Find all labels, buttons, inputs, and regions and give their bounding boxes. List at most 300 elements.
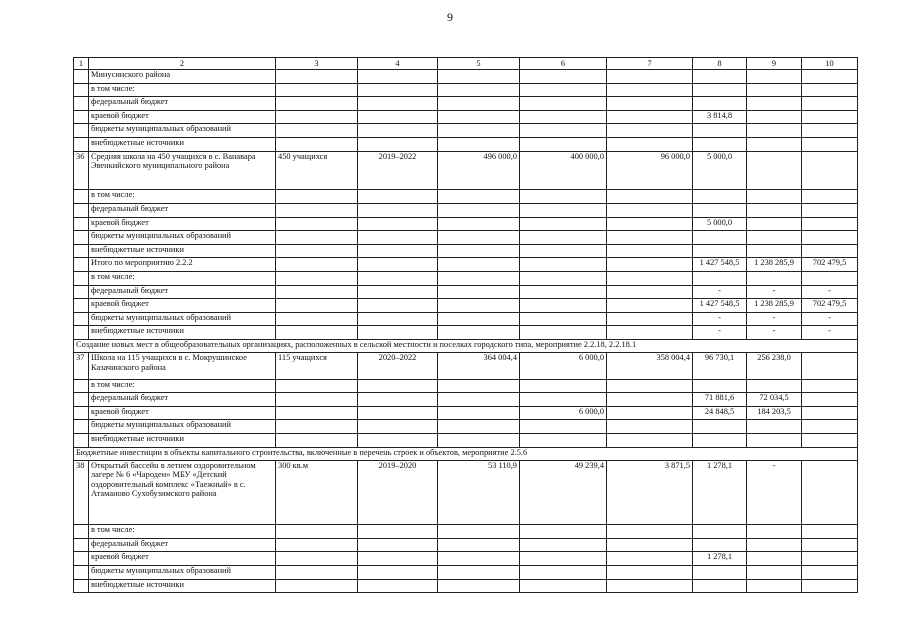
column-header-7: 7 bbox=[607, 58, 693, 70]
cell-col-8: 3 814,8 bbox=[693, 110, 747, 124]
cell-col-10 bbox=[802, 97, 858, 111]
table-row bbox=[74, 579, 858, 593]
table-row bbox=[74, 552, 858, 566]
cell-col-6 bbox=[520, 271, 607, 285]
cell-col-3 bbox=[276, 552, 358, 566]
cell-col-7 bbox=[607, 258, 693, 272]
table-row bbox=[74, 190, 858, 204]
cell-col-10 bbox=[802, 434, 858, 448]
cell-col-5 bbox=[438, 217, 520, 231]
section-row bbox=[74, 447, 858, 461]
cell-col-6 bbox=[520, 137, 607, 151]
cell-col-6: 6 000,0 bbox=[520, 406, 607, 420]
cell-col-10: 702 479,5 bbox=[802, 258, 858, 272]
cell-col-8 bbox=[693, 231, 747, 245]
cell-col-4 bbox=[358, 110, 438, 124]
cell-col-5 bbox=[438, 420, 520, 434]
cell-col-6: 49 239,4 bbox=[520, 461, 607, 525]
cell-col-7 bbox=[607, 70, 693, 84]
cell-col-5 bbox=[438, 552, 520, 566]
cell-col-6 bbox=[520, 312, 607, 326]
cell-col-3 bbox=[276, 231, 358, 245]
section-title: Бюджетные инвестиции в объекты капитального строительства, включенные в перечень строек и объектов, мероприятие 2.5.6 bbox=[74, 447, 858, 461]
cell-col-6 bbox=[520, 190, 607, 204]
cell-col-2: краевой бюджет bbox=[89, 552, 276, 566]
cell-col-8 bbox=[693, 566, 747, 580]
table-row bbox=[74, 312, 858, 326]
cell-col-6: 400 000,0 bbox=[520, 151, 607, 190]
cell-col-10: 702 479,5 bbox=[802, 299, 858, 313]
cell-col-5: 496 000,0 bbox=[438, 151, 520, 190]
cell-col-2: Итого по мероприятию 2.2.2 bbox=[89, 258, 276, 272]
cell-col-9 bbox=[747, 83, 802, 97]
cell-col-9 bbox=[747, 271, 802, 285]
cell-col-10 bbox=[802, 579, 858, 593]
table-row bbox=[74, 379, 858, 393]
cell-col-3 bbox=[276, 393, 358, 407]
cell-col-4: 2019–2022 bbox=[358, 151, 438, 190]
cell-col-9: - bbox=[747, 312, 802, 326]
cell-col-6 bbox=[520, 70, 607, 84]
table-row bbox=[74, 258, 858, 272]
cell-col-3 bbox=[276, 110, 358, 124]
cell-col-10 bbox=[802, 566, 858, 580]
cell-col-9: - bbox=[747, 326, 802, 340]
cell-col-4 bbox=[358, 231, 438, 245]
cell-col-4 bbox=[358, 538, 438, 552]
table-row bbox=[74, 299, 858, 313]
cell-col-8 bbox=[693, 124, 747, 138]
cell-col-9: - bbox=[747, 461, 802, 525]
cell-col-10: - bbox=[802, 285, 858, 299]
cell-col-1 bbox=[74, 83, 89, 97]
cell-col-6 bbox=[520, 579, 607, 593]
cell-col-8 bbox=[693, 379, 747, 393]
table-body bbox=[74, 58, 858, 593]
cell-col-3 bbox=[276, 124, 358, 138]
header-row bbox=[74, 58, 858, 70]
cell-col-9 bbox=[747, 579, 802, 593]
cell-col-6 bbox=[520, 434, 607, 448]
cell-col-8 bbox=[693, 203, 747, 217]
cell-col-5 bbox=[438, 379, 520, 393]
cell-col-7 bbox=[607, 299, 693, 313]
table-row bbox=[74, 393, 858, 407]
cell-col-4 bbox=[358, 203, 438, 217]
cell-col-9 bbox=[747, 434, 802, 448]
cell-col-3 bbox=[276, 420, 358, 434]
cell-col-4 bbox=[358, 70, 438, 84]
cell-col-4 bbox=[358, 525, 438, 539]
cell-col-7 bbox=[607, 285, 693, 299]
column-header-5: 5 bbox=[438, 58, 520, 70]
cell-col-4 bbox=[358, 299, 438, 313]
cell-col-8 bbox=[693, 271, 747, 285]
cell-col-4 bbox=[358, 124, 438, 138]
cell-col-1: 37 bbox=[74, 353, 89, 379]
cell-col-2: Школа на 115 учащихся в с. Мокрушинское Казачинского района bbox=[89, 353, 276, 379]
cell-col-2: в том числе: bbox=[89, 525, 276, 539]
table-row bbox=[74, 151, 858, 190]
cell-col-7 bbox=[607, 393, 693, 407]
table-row bbox=[74, 538, 858, 552]
cell-col-7: 358 004,4 bbox=[607, 353, 693, 379]
cell-col-1 bbox=[74, 525, 89, 539]
table-row bbox=[74, 124, 858, 138]
cell-col-6 bbox=[520, 203, 607, 217]
cell-col-7 bbox=[607, 566, 693, 580]
cell-col-4 bbox=[358, 190, 438, 204]
cell-col-6 bbox=[520, 552, 607, 566]
cell-col-5 bbox=[438, 70, 520, 84]
table-row bbox=[74, 353, 858, 379]
cell-col-3: 115 учащихся bbox=[276, 353, 358, 379]
cell-col-3 bbox=[276, 579, 358, 593]
cell-col-5 bbox=[438, 525, 520, 539]
column-header-10: 10 bbox=[802, 58, 858, 70]
cell-col-10 bbox=[802, 217, 858, 231]
cell-col-7 bbox=[607, 552, 693, 566]
cell-col-1 bbox=[74, 312, 89, 326]
cell-col-6 bbox=[520, 538, 607, 552]
cell-col-3 bbox=[276, 566, 358, 580]
cell-col-8: - bbox=[693, 312, 747, 326]
cell-col-10 bbox=[802, 420, 858, 434]
cell-col-4 bbox=[358, 326, 438, 340]
cell-col-7 bbox=[607, 420, 693, 434]
cell-col-7 bbox=[607, 579, 693, 593]
cell-col-4 bbox=[358, 579, 438, 593]
cell-col-1 bbox=[74, 552, 89, 566]
cell-col-9 bbox=[747, 151, 802, 190]
cell-col-8 bbox=[693, 83, 747, 97]
cell-col-3 bbox=[276, 217, 358, 231]
cell-col-1 bbox=[74, 538, 89, 552]
column-header-8: 8 bbox=[693, 58, 747, 70]
cell-col-9 bbox=[747, 137, 802, 151]
cell-col-7: 96 000,0 bbox=[607, 151, 693, 190]
cell-col-7 bbox=[607, 434, 693, 448]
cell-col-6 bbox=[520, 244, 607, 258]
cell-col-1 bbox=[74, 379, 89, 393]
cell-col-1 bbox=[74, 203, 89, 217]
cell-col-7 bbox=[607, 271, 693, 285]
cell-col-9 bbox=[747, 244, 802, 258]
cell-col-10 bbox=[802, 538, 858, 552]
cell-col-5 bbox=[438, 312, 520, 326]
page-number: 9 bbox=[447, 10, 453, 24]
cell-col-8 bbox=[693, 579, 747, 593]
cell-col-5 bbox=[438, 110, 520, 124]
cell-col-1 bbox=[74, 97, 89, 111]
cell-col-5 bbox=[438, 203, 520, 217]
cell-col-2: Открытый бассейн в летнем оздоровительном лагере № 6 «Чародеи» МБУ «Детский оздоровительный комплекс «Таежный» в с. Атаманово Сухобузимского района bbox=[89, 461, 276, 525]
cell-col-6 bbox=[520, 231, 607, 245]
cell-col-3 bbox=[276, 97, 358, 111]
section-row bbox=[74, 339, 858, 353]
cell-col-10 bbox=[802, 271, 858, 285]
cell-col-6 bbox=[520, 83, 607, 97]
cell-col-1 bbox=[74, 406, 89, 420]
column-header-1: 1 bbox=[74, 58, 89, 70]
cell-col-3 bbox=[276, 271, 358, 285]
cell-col-4 bbox=[358, 217, 438, 231]
cell-col-6 bbox=[520, 326, 607, 340]
cell-col-1 bbox=[74, 124, 89, 138]
cell-col-8: 96 730,1 bbox=[693, 353, 747, 379]
cell-col-5 bbox=[438, 285, 520, 299]
cell-col-7 bbox=[607, 83, 693, 97]
cell-col-1 bbox=[74, 137, 89, 151]
table-row bbox=[74, 110, 858, 124]
cell-col-5 bbox=[438, 299, 520, 313]
cell-col-3 bbox=[276, 83, 358, 97]
cell-col-8: 5 000,0 bbox=[693, 217, 747, 231]
cell-col-7: 3 871,5 bbox=[607, 461, 693, 525]
cell-col-8: 1 427 548,5 bbox=[693, 299, 747, 313]
table-row bbox=[74, 244, 858, 258]
cell-col-6 bbox=[520, 97, 607, 111]
cell-col-1: 36 bbox=[74, 151, 89, 190]
cell-col-2: бюджеты муниципальных образований bbox=[89, 231, 276, 245]
cell-col-5 bbox=[438, 566, 520, 580]
cell-col-7 bbox=[607, 203, 693, 217]
cell-col-1 bbox=[74, 110, 89, 124]
cell-col-2: краевой бюджет bbox=[89, 406, 276, 420]
cell-col-9 bbox=[747, 552, 802, 566]
cell-col-2: бюджеты муниципальных образований bbox=[89, 312, 276, 326]
cell-col-1 bbox=[74, 190, 89, 204]
cell-col-4 bbox=[358, 379, 438, 393]
cell-col-5 bbox=[438, 326, 520, 340]
cell-col-7 bbox=[607, 538, 693, 552]
cell-col-5 bbox=[438, 406, 520, 420]
cell-col-4 bbox=[358, 97, 438, 111]
cell-col-1 bbox=[74, 258, 89, 272]
cell-col-3 bbox=[276, 258, 358, 272]
cell-col-1: 38 bbox=[74, 461, 89, 525]
cell-col-8 bbox=[693, 420, 747, 434]
cell-col-7 bbox=[607, 217, 693, 231]
cell-col-7 bbox=[607, 124, 693, 138]
cell-col-5: 364 004,4 bbox=[438, 353, 520, 379]
cell-col-5 bbox=[438, 97, 520, 111]
cell-col-2: краевой бюджет bbox=[89, 299, 276, 313]
cell-col-10 bbox=[802, 203, 858, 217]
cell-col-6 bbox=[520, 258, 607, 272]
cell-col-2: внебюджетные источники bbox=[89, 137, 276, 151]
cell-col-5 bbox=[438, 258, 520, 272]
cell-col-7 bbox=[607, 312, 693, 326]
cell-col-10 bbox=[802, 461, 858, 525]
cell-col-3 bbox=[276, 285, 358, 299]
cell-col-9 bbox=[747, 110, 802, 124]
cell-col-3 bbox=[276, 312, 358, 326]
cell-col-10: - bbox=[802, 326, 858, 340]
cell-col-8 bbox=[693, 70, 747, 84]
cell-col-10 bbox=[802, 406, 858, 420]
cell-col-8: 1 278,1 bbox=[693, 552, 747, 566]
cell-col-5 bbox=[438, 538, 520, 552]
cell-col-1 bbox=[74, 299, 89, 313]
cell-col-9: 1 238 285,9 bbox=[747, 258, 802, 272]
cell-col-2: Минусинского района bbox=[89, 70, 276, 84]
cell-col-10 bbox=[802, 231, 858, 245]
cell-col-9 bbox=[747, 217, 802, 231]
cell-col-8: 5 000,0 bbox=[693, 151, 747, 190]
cell-col-5 bbox=[438, 434, 520, 448]
cell-col-10 bbox=[802, 83, 858, 97]
cell-col-5 bbox=[438, 124, 520, 138]
cell-col-1 bbox=[74, 326, 89, 340]
cell-col-2: в том числе: bbox=[89, 271, 276, 285]
cell-col-9 bbox=[747, 203, 802, 217]
cell-col-7 bbox=[607, 110, 693, 124]
table-row bbox=[74, 461, 858, 525]
cell-col-7 bbox=[607, 379, 693, 393]
cell-col-9: 72 034,5 bbox=[747, 393, 802, 407]
cell-col-3: 300 кв.м bbox=[276, 461, 358, 525]
table-row bbox=[74, 406, 858, 420]
cell-col-6 bbox=[520, 566, 607, 580]
cell-col-2: внебюджетные источники bbox=[89, 326, 276, 340]
cell-col-7 bbox=[607, 525, 693, 539]
cell-col-8: - bbox=[693, 285, 747, 299]
cell-col-3 bbox=[276, 538, 358, 552]
cell-col-3 bbox=[276, 379, 358, 393]
cell-col-6 bbox=[520, 110, 607, 124]
cell-col-8 bbox=[693, 137, 747, 151]
cell-col-2: в том числе: bbox=[89, 190, 276, 204]
cell-col-6 bbox=[520, 525, 607, 539]
cell-col-8 bbox=[693, 538, 747, 552]
table-row bbox=[74, 217, 858, 231]
cell-col-2: бюджеты муниципальных образований bbox=[89, 420, 276, 434]
cell-col-8 bbox=[693, 97, 747, 111]
cell-col-8: 24 848,5 bbox=[693, 406, 747, 420]
cell-col-9 bbox=[747, 566, 802, 580]
cell-col-6 bbox=[520, 299, 607, 313]
cell-col-5 bbox=[438, 271, 520, 285]
cell-col-2: краевой бюджет bbox=[89, 217, 276, 231]
cell-col-7 bbox=[607, 231, 693, 245]
cell-col-1 bbox=[74, 566, 89, 580]
cell-col-8 bbox=[693, 434, 747, 448]
section-title: Создание новых мест в общеобразовательных организациях, расположенных в сельской местности и поселках городского типа, мероприятие 2.2.18, 2.2.18.1 bbox=[74, 339, 858, 353]
cell-col-4: 2019–2020 bbox=[358, 461, 438, 525]
cell-col-2: внебюджетные источники bbox=[89, 579, 276, 593]
cell-col-1 bbox=[74, 434, 89, 448]
cell-col-8: 71 881,6 bbox=[693, 393, 747, 407]
cell-col-7 bbox=[607, 244, 693, 258]
cell-col-4 bbox=[358, 393, 438, 407]
cell-col-10 bbox=[802, 151, 858, 190]
cell-col-3 bbox=[276, 190, 358, 204]
cell-col-2: Средняя школа на 450 учащихся в с. Ванавара Эвенкийского муниципального района bbox=[89, 151, 276, 190]
cell-col-1 bbox=[74, 579, 89, 593]
cell-col-2: внебюджетные источники bbox=[89, 244, 276, 258]
cell-col-8 bbox=[693, 244, 747, 258]
cell-col-2: бюджеты муниципальных образований bbox=[89, 124, 276, 138]
cell-col-3 bbox=[276, 299, 358, 313]
cell-col-7 bbox=[607, 406, 693, 420]
cell-col-4 bbox=[358, 83, 438, 97]
cell-col-5 bbox=[438, 393, 520, 407]
cell-col-9 bbox=[747, 379, 802, 393]
cell-col-10 bbox=[802, 137, 858, 151]
cell-col-5 bbox=[438, 137, 520, 151]
cell-col-10: - bbox=[802, 312, 858, 326]
cell-col-3 bbox=[276, 244, 358, 258]
cell-col-6 bbox=[520, 124, 607, 138]
cell-col-3 bbox=[276, 434, 358, 448]
cell-col-9 bbox=[747, 70, 802, 84]
cell-col-6 bbox=[520, 285, 607, 299]
cell-col-2: федеральный бюджет bbox=[89, 97, 276, 111]
cell-col-1 bbox=[74, 217, 89, 231]
cell-col-6: 6 000,0 bbox=[520, 353, 607, 379]
table-row bbox=[74, 97, 858, 111]
cell-col-3: 450 учащихся bbox=[276, 151, 358, 190]
cell-col-2: федеральный бюджет bbox=[89, 203, 276, 217]
column-header-9: 9 bbox=[747, 58, 802, 70]
cell-col-4 bbox=[358, 420, 438, 434]
cell-col-2: в том числе: bbox=[89, 83, 276, 97]
cell-col-3 bbox=[276, 70, 358, 84]
cell-col-4 bbox=[358, 312, 438, 326]
budget-table bbox=[73, 57, 858, 593]
cell-col-5 bbox=[438, 190, 520, 204]
cell-col-1 bbox=[74, 420, 89, 434]
table-row bbox=[74, 70, 858, 84]
cell-col-10 bbox=[802, 70, 858, 84]
cell-col-1 bbox=[74, 271, 89, 285]
cell-col-9 bbox=[747, 420, 802, 434]
cell-col-2: федеральный бюджет bbox=[89, 285, 276, 299]
cell-col-4 bbox=[358, 406, 438, 420]
cell-col-10 bbox=[802, 552, 858, 566]
cell-col-8 bbox=[693, 525, 747, 539]
cell-col-5 bbox=[438, 83, 520, 97]
cell-col-6 bbox=[520, 420, 607, 434]
cell-col-3 bbox=[276, 137, 358, 151]
cell-col-9 bbox=[747, 190, 802, 204]
table-row bbox=[74, 566, 858, 580]
column-header-6: 6 bbox=[520, 58, 607, 70]
cell-col-9 bbox=[747, 538, 802, 552]
cell-col-10 bbox=[802, 525, 858, 539]
cell-col-2: в том числе: bbox=[89, 379, 276, 393]
cell-col-1 bbox=[74, 393, 89, 407]
cell-col-3 bbox=[276, 203, 358, 217]
table-row bbox=[74, 137, 858, 151]
table-row bbox=[74, 434, 858, 448]
cell-col-6 bbox=[520, 393, 607, 407]
cell-col-9 bbox=[747, 97, 802, 111]
table-row bbox=[74, 326, 858, 340]
cell-col-8: 1 278,1 bbox=[693, 461, 747, 525]
cell-col-9: 1 238 285,9 bbox=[747, 299, 802, 313]
table-row bbox=[74, 271, 858, 285]
cell-col-1 bbox=[74, 70, 89, 84]
column-header-3: 3 bbox=[276, 58, 358, 70]
cell-col-2: краевой бюджет bbox=[89, 110, 276, 124]
cell-col-8: 1 427 548,5 bbox=[693, 258, 747, 272]
cell-col-4 bbox=[358, 244, 438, 258]
cell-col-6 bbox=[520, 217, 607, 231]
column-header-4: 4 bbox=[358, 58, 438, 70]
cell-col-10 bbox=[802, 244, 858, 258]
